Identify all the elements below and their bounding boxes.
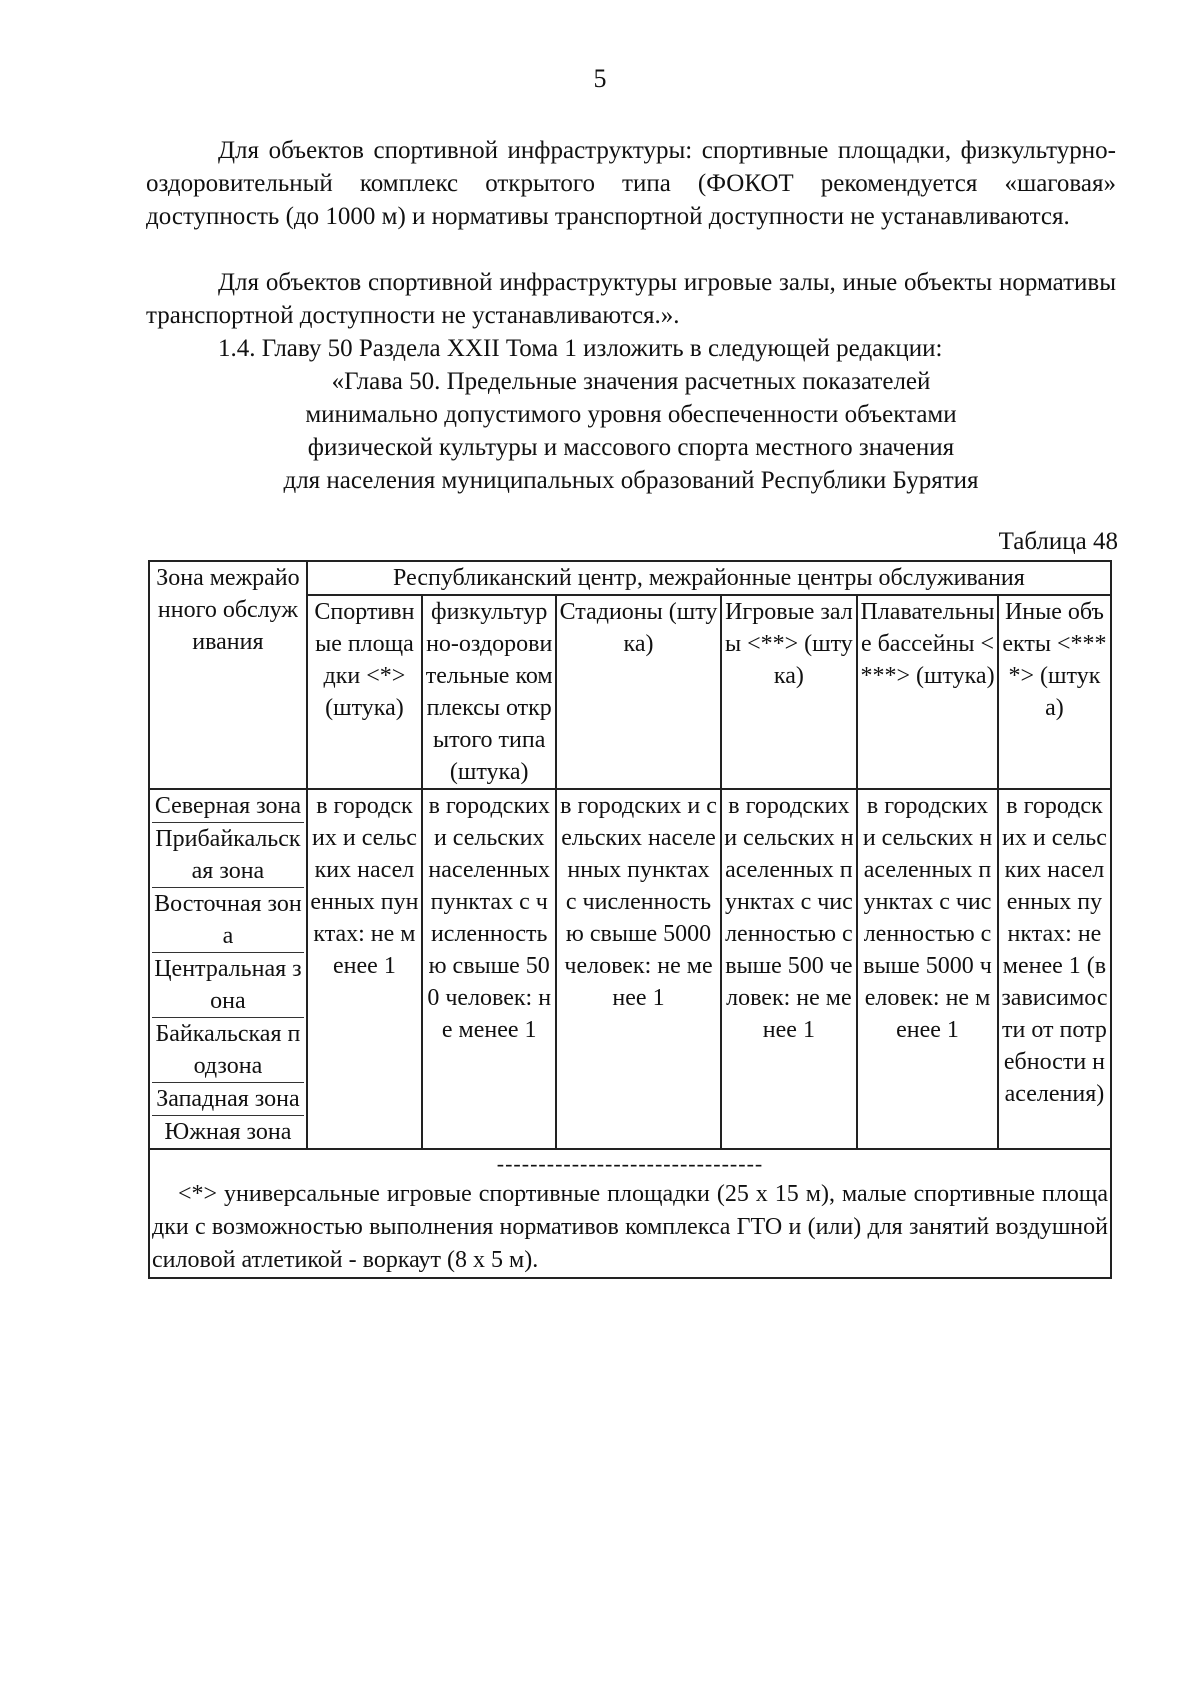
table-footnote-row <box>149 1149 1111 1278</box>
zone-item: Прибайкальская зона <box>152 823 304 888</box>
footnote-text: <*> универсальные игровые спортивные площадки (25 х 15 м), малые спортивные площадки с возможностью выполнения нормативов комплекса ГТО и (или) для занятий воздушной силовой атлетикой - воркаут (8 х 5 м). <box>152 1181 1108 1273</box>
chapter-title-line: для населения муниципальных образований Республики Бурятия <box>283 467 979 494</box>
zone-item: Северная зона <box>152 790 304 823</box>
column-header-game-halls: Игровые залы <**> (штука) <box>721 595 858 789</box>
footnote-separator: -------------------------------- <box>496 1151 764 1176</box>
table-label: Таблица 48 <box>998 528 1118 555</box>
zone-header-cell: Зона межрайонного обслуживания <box>149 561 307 789</box>
value-fitness-complexes: в городских и сельских населенных пунктах с численностью свыше 500 человек: не менее 1 <box>422 789 556 1149</box>
footnote-cell <box>149 1149 1111 1278</box>
zone-item: Восточная зона <box>152 888 304 953</box>
table-data-row <box>149 789 1111 1149</box>
value-other-objects: в городских и сельских населенных пунктах: не менее 1 (в зависимости от потребности населения) <box>998 789 1111 1149</box>
page-number: 5 <box>593 64 607 93</box>
column-header-fitness-complexes: физкультурно-оздоровительные комплексы открытого типа (штука) <box>422 595 556 789</box>
group-header-cell: Республиканский центр, межрайонные центры обслуживания <box>307 561 1111 595</box>
column-header-swimming-pools: Плавательные бассейны <***> (штука) <box>857 595 998 789</box>
value-stadiums: в городских и сельских населенных пунктах с численностью свыше 5000 человек: не менее 1 <box>556 789 720 1149</box>
zone-item: Западная зона <box>152 1083 304 1116</box>
column-header-stadiums: Стадионы (штука) <box>556 595 720 789</box>
chapter-title-line: «Глава 50. Предельные значения расчетных показателей <box>331 368 931 395</box>
amendment-instruction: 1.4. Главу 50 Раздела XXII Тома 1 изложить в следующей редакции: <box>218 335 943 362</box>
column-header-other-objects: Иные объекты <****> (штука) <box>998 595 1111 789</box>
zones-cell <box>149 789 307 1149</box>
chapter-title-line: минимально допустимого уровня обеспеченности объектами <box>305 401 957 428</box>
zone-item: Центральная зона <box>152 953 304 1018</box>
paragraph-sports-facilities: Для объектов спортивной инфраструктуры: спортивные площадки, физкультурно-оздоровительный комплекс открытого типа (ФОКОТ рекомендуется «шаговая» доступность (до 1000 м) и нормативы транспортной доступности не устанавливаются. <box>146 137 1116 230</box>
value-game-halls: в городских и сельских населенных пунктах с численностью свыше 500 человек: не менее 1 <box>721 789 858 1149</box>
paragraph-game-halls: Для объектов спортивной инфраструктуры игровые залы, иные объекты нормативы транспортной доступности не устанавливаются.». <box>146 269 1116 329</box>
table-header-row <box>149 561 1111 595</box>
column-header-sports-grounds: Спортивные площадки <*> (штука) <box>307 595 422 789</box>
zone-item: Южная зона <box>164 1119 292 1145</box>
chapter-title <box>146 365 1116 497</box>
chapter-title-line: физической культуры и массового спорта местного значения <box>307 434 955 461</box>
value-swimming-pools: в городских и сельских населенных пунктах с численностью свыше 5000 человек: не менее 1 <box>857 789 998 1149</box>
value-sports-grounds: в городских и сельских населенных пунктах: не менее 1 <box>307 789 422 1149</box>
norms-table <box>148 560 1112 1279</box>
zone-item: Байкальская подзона <box>152 1018 304 1083</box>
